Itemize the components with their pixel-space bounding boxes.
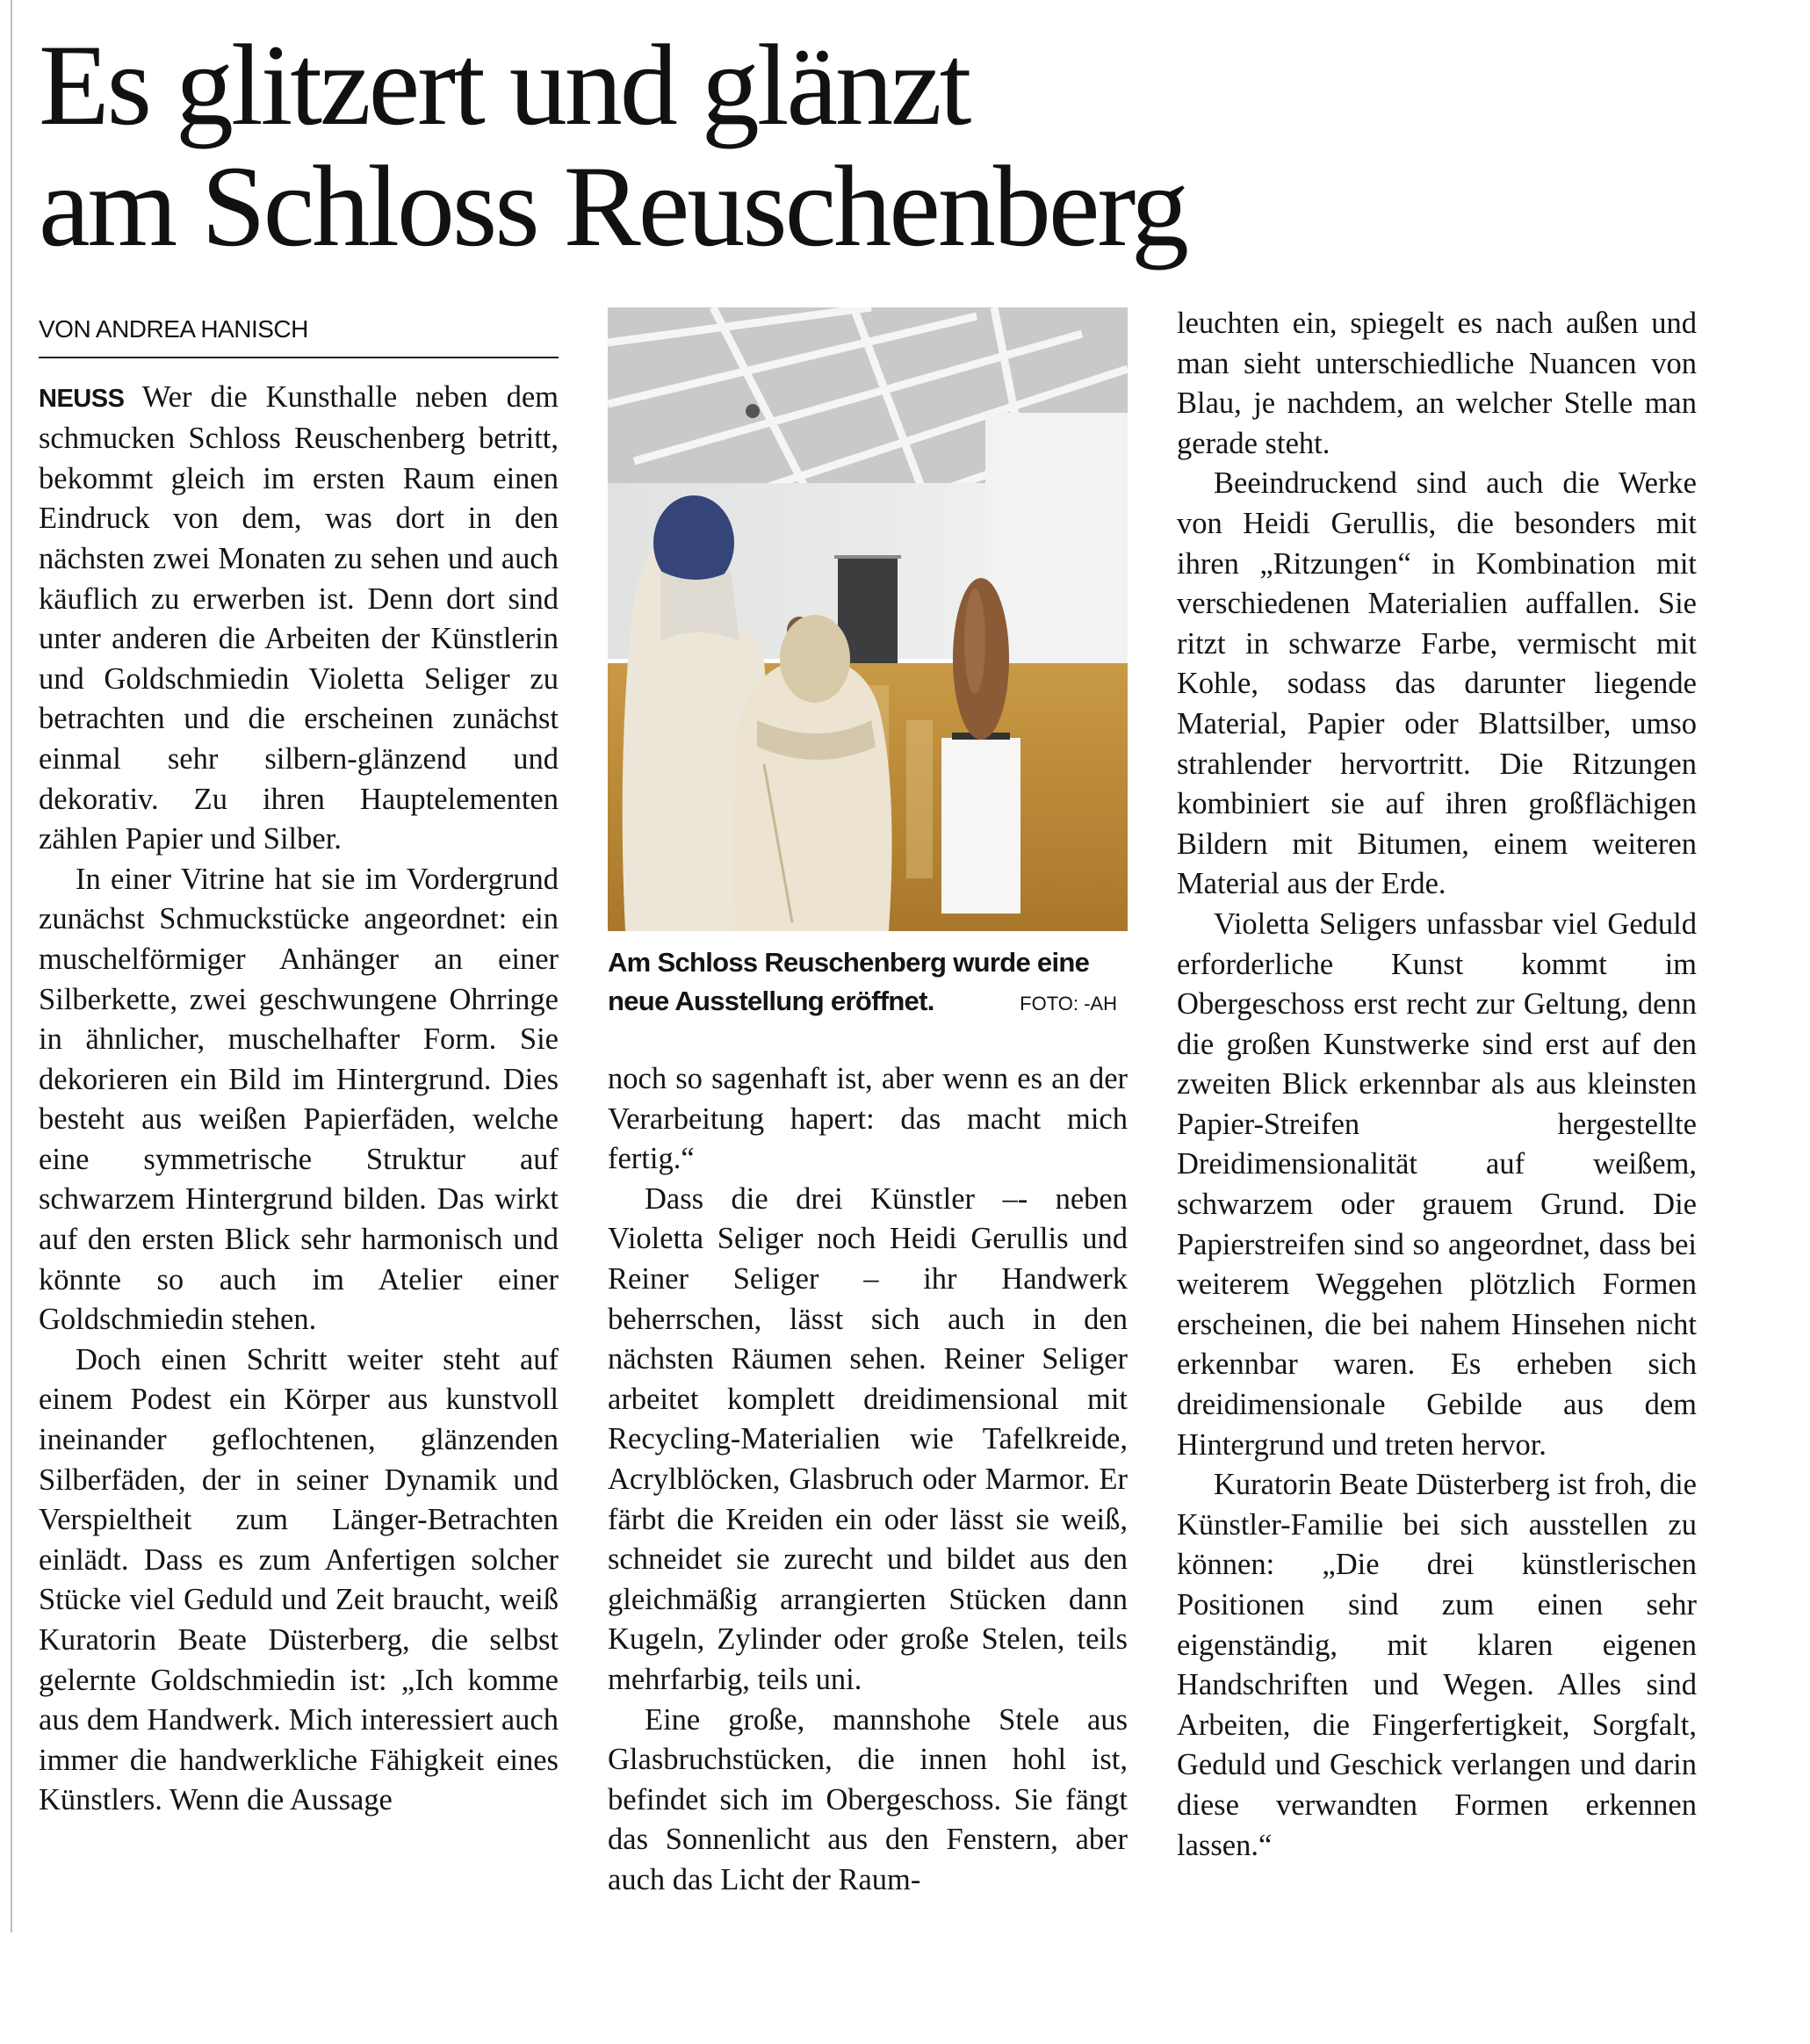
- pedestal-large: [941, 738, 1020, 914]
- headline-line-1: Es glitzert und glänzt: [39, 20, 970, 149]
- left-margin-rule: [11, 0, 12, 1932]
- paragraph: noch so sagenhaft ist, aber wenn es an der Verarbeitung hapert: das macht mich fertig.“: [608, 1062, 1128, 1176]
- paragraph: Eine große, mannshohe Stele aus Glasbruchstücken, die innen hohl ist, befindet sich im Obergeschoss. Sie fängt das Sonnenlicht aus den Fenstern, aber auch das Licht der Raum-: [608, 1702, 1128, 1896]
- paragraph: Kuratorin Beate Düsterberg ist froh, die Künstler-Familie bei sich ausstellen zu können: „Die drei künstlerischen Positionen sind zum einen sehr eigenständig, mit klaren eigenen Handschriften und Wegen. Alles sind Arbeiten, die Fingerfertigkeit, Sorgfalt, Geduld und Geschick verlangen und darin diese verwandten Formen erkennen lassen.“: [1177, 1468, 1697, 1862]
- paragraph: Dass die drei Künstler –- neben Violetta Seliger noch Heidi Gerullis und Reiner Seliger – ihr Handwerk beherrschen, lässt sich auch in den nächsten Räumen sehen. Reiner Seliger arbeitet komplett dreidimensional mit Recycling-Materialien wie Tafelkreide, Acrylblöcken, Glasbruch oder Marmor. Er färbt die Kreiden ein oder lässt sie weiß, schneidet sie zurecht und bildet aus den gleichmäßig arrangierten Stücken dann Kugeln, Zylinder oder große Stelen, teils mehrfarbig, teils uni.: [608, 1181, 1128, 1696]
- photo-credit: FOTO: -AH: [1020, 993, 1117, 1015]
- photo-caption: [608, 943, 1128, 1023]
- caption-line-2: neue Ausstellung eröffnet.: [608, 986, 934, 1016]
- door-frame: [834, 555, 901, 559]
- article-column-2: [608, 1059, 1128, 1900]
- paragraph: Doch einen Schritt weiter steht auf einem Podest ein Körper aus kunstvoll ineinander geflochtenen, glänzenden Silberfäden, der in seiner Dynamik und Verspieltheit zum Länger-Betrachten einlädt. Dass es zum Anfertigen solcher Stücke viel Geduld und Zeit braucht, weiß Kuratorin Beate Düsterberg, die selbst gelernte Goldschmiedin ist: „Ich komme aus dem Handwerk. Mich interessiert auch immer die handwerkliche Fähigkeit eines Künstlers. Wenn die Aussage: [39, 1342, 559, 1817]
- dateline: NEUSS: [39, 384, 125, 413]
- exhibition-photo: [608, 307, 1128, 931]
- paragraph: leuchten ein, spiegelt es nach außen und man sieht unterschiedliche Nuancen von Blau, je nachdem, an welcher Stelle man gerade steht.: [1177, 307, 1697, 460]
- paragraph: [39, 378, 559, 860]
- article-column-1: [39, 309, 559, 1821]
- paragraph: Violetta Seligers unfassbar viel Geduld erforderliche Kunst kommt im Obergeschoss erst recht zur Geltung, denn die großen Kunstwerke sind erst auf den zweiten Blick erkennbar als aus kleinsten Papier-Streifen hergestellte Dreidimensionalität auf weißem, schwarzem oder grauem Grund. Die Papierstreifen sind so angeordnet, dass bei weiterem Weggehen plötzlich Formen erscheinen, die bei nahem Hinsehen nicht erkennbar waren. Es erheben sich dreidimensionale Gebilde aus dem Hintergrund und treten hervor.: [1177, 906, 1697, 1462]
- paragraph: In einer Vitrine hat sie im Vordergrund zunächst Schmuckstücke angeordnet: ein muschelförmiger Anhänger an einer Silberkette, zwei geschwungene Ohrringe in ähnlicher, muschelhafter Form. Sie dekorieren ein Bild im Hintergrund. Dies besteht aus weißen Papierfäden, welche eine symmetrische Struktur auf schwarzem Hintergrund bilden. Das wirkt auf den ersten Blick sehr harmonisch und könnte so auch im Atelier einer Goldschmiedin stehen.: [39, 862, 559, 1337]
- paragraph-text: Wer die Kunsthalle neben dem schmucken Schloss Reuschenberg betritt, bekommt gleich im ersten Raum einen Eindruck von dem, was dort in den nächsten zwei Monaten zu sehen und auch käuflich zu erwerben ist. Denn dort sind unter anderen die Arbeiten der Künstlerin und Goldschmiedin Violetta Seliger zu betrachten und die erscheinen zunächst einmal sehr silbern-glänzend und dekorativ. Zu ihren Hauptelementen zählen Papier und Silber.: [39, 379, 559, 856]
- article-column-3: [1177, 304, 1697, 1866]
- ceiling-spotlight: [746, 404, 760, 418]
- caption-line-2-row: [608, 982, 1128, 1023]
- paragraph: Beeindruckend sind auch die Werke von Heidi Gerullis, die besonders mit ihren „Ritzungen“ in Kombination mit verschiedenen Materialien auffallen. Sie ritzt in schwarze Farbe, vermischt mit Kohle, sodass das darunter liegende Material, Papier oder Blattsilber, umso strahlender hervortritt. Die Ritzungen kombiniert sie auf ihren großflächigen Bildern mit Bitumen, einem weiteren Material aus der Erde.: [1177, 466, 1697, 901]
- headline: [39, 20, 1760, 271]
- headline-line-2: am Schloss Reuschenberg: [39, 141, 1187, 271]
- caption-line-1: Am Schloss Reuschenberg wurde eine: [608, 947, 1090, 978]
- byline: VON ANDREA HANISCH: [39, 309, 559, 358]
